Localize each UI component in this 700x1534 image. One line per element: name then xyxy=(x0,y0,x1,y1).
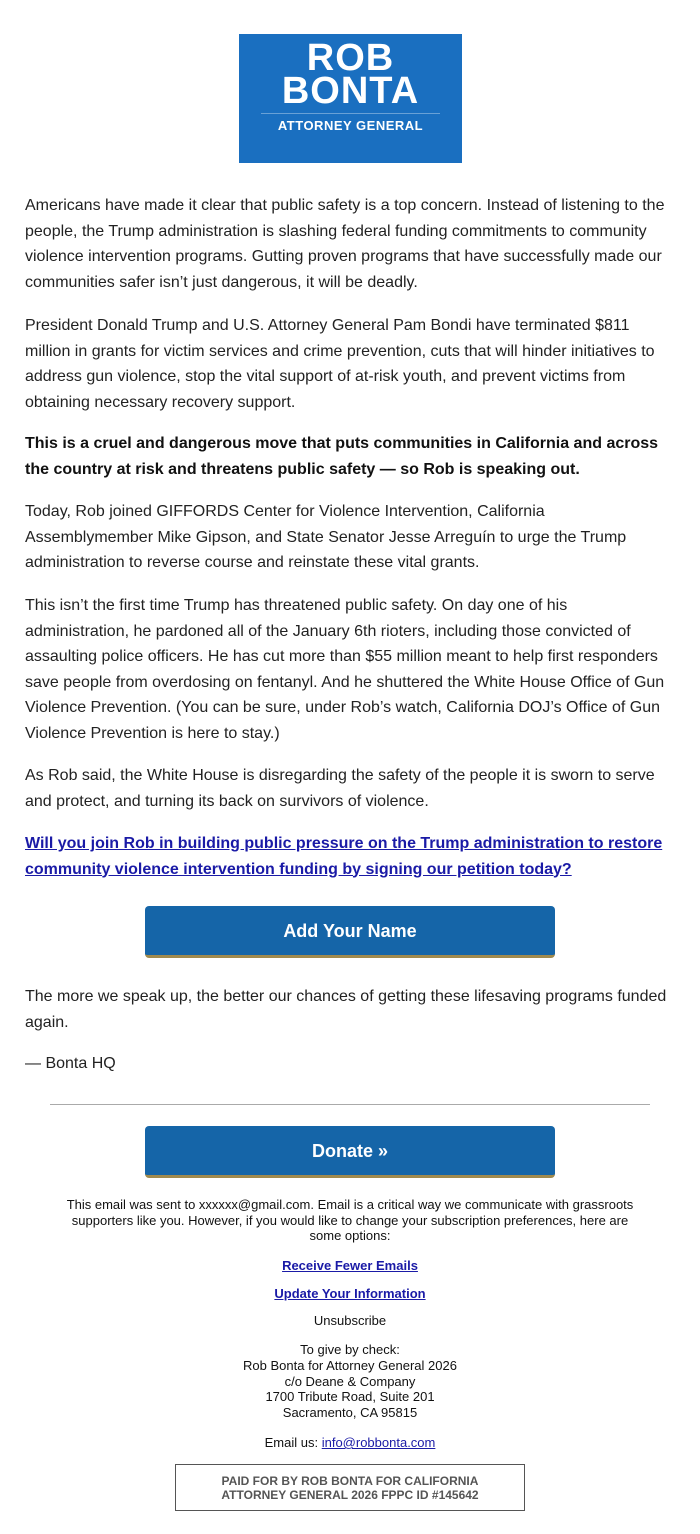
logo-line-title: ATTORNEY GENERAL xyxy=(261,113,440,133)
logo-line-rob: ROB xyxy=(306,37,395,79)
rob-bonta-logo xyxy=(239,34,462,163)
check-address-line-4: Sacramento, CA 95815 xyxy=(282,1405,418,1420)
divider xyxy=(50,1104,650,1105)
paragraph-5: This isn’t the first time Trump has threatened public safety. On day one of his administration, he pardoned all of the January 6th rioters, including those convicted of assaulting police officers. He has cut more than $55 million meant to help first responders save people from overdosing on fentanyl. And he shuttered the White House Office of Gun Violence Prevention. (You can be sure, under Rob’s watch, California DOJ’s Office of Gun Violence Prevention is here to stay.) xyxy=(25,597,665,742)
paragraph-1: Americans have made it clear that public safety is a top concern. Instead of listening to the people, the Trump administration is slashing federal funding commitments to community violence intervention programs. Gutting proven programs that have successfully made our communities safer isn’t just dangerous, it will be deadly. xyxy=(25,197,665,291)
check-address-line-3: 1700 Tribute Road, Suite 201 xyxy=(265,1389,435,1404)
check-address-line-1: Rob Bonta for Attorney General 2026 xyxy=(243,1358,457,1373)
paragraph-3-bold: This is a cruel and dangerous move that puts communities in California and across the country at risk and threatens public safety — so Rob is speaking out. xyxy=(25,435,659,478)
update-information-row xyxy=(60,1286,640,1302)
petition-paragraph xyxy=(25,831,675,882)
paragraph-7: The more we speak up, the better our chances of getting these lifesaving programs funded again. xyxy=(25,988,667,1031)
update-information-link[interactable]: Update Your Information xyxy=(274,1286,426,1301)
add-your-name-button[interactable]: Add Your Name xyxy=(145,906,555,958)
paid-for-disclaimer xyxy=(175,1464,525,1511)
email-address-link[interactable]: info@robbonta.com xyxy=(321,1435,436,1450)
email-us-row xyxy=(60,1435,640,1451)
receive-fewer-emails-link[interactable]: Receive Fewer Emails xyxy=(282,1258,418,1273)
paid-line-2: ATTORNEY GENERAL 2026 FPPC ID #145642 xyxy=(221,1488,479,1502)
paragraph-4: Today, Rob joined GIFFORDS Center for Violence Intervention, California Assemblymember Mike Gipson, and State Senator Jesse Arreguín to urge the Trump administration to reverse course and reinstate these vital grants. xyxy=(25,503,627,571)
receive-fewer-emails-row xyxy=(60,1258,640,1274)
paragraph-6: As Rob said, the White House is disregarding the safety of the people it is sworn to serve and protect, and turning its back on survivors of violence. xyxy=(25,767,655,810)
check-address-line-2: c/o Deane & Company xyxy=(284,1374,416,1389)
petition-link[interactable]: Will you join Rob in building public pressure on the Trump administration to restore community violence intervention funding by signing our petition today? xyxy=(25,835,663,878)
paragraph-2: President Donald Trump and U.S. Attorney General Pam Bondi have terminated $811 million in grants for victim services and crime prevention, cuts that will hinder initiatives to address gun violence, stop the vital support of at-risk youth, and prevent victims from obtaining necessary recovery support. xyxy=(25,317,655,411)
paid-line-1: PAID FOR BY ROB BONTA FOR CALIFORNIA xyxy=(221,1474,479,1488)
email-us-label: Email us: xyxy=(264,1435,319,1450)
unsubscribe-link[interactable]: Unsubscribe xyxy=(313,1313,387,1328)
logo-line-bonta: BONTA xyxy=(281,70,420,112)
donate-button[interactable]: Donate » xyxy=(145,1126,555,1178)
subscription-notice: This email was sent to xxxxxx@gmail.com. Email is a critical way we communicate with grassroots supporters like you. However, if you would like to change your subscription preferences, here are some options: xyxy=(66,1197,634,1243)
signoff: — Bonta HQ xyxy=(25,1055,116,1072)
check-heading: To give by check: xyxy=(300,1342,400,1357)
